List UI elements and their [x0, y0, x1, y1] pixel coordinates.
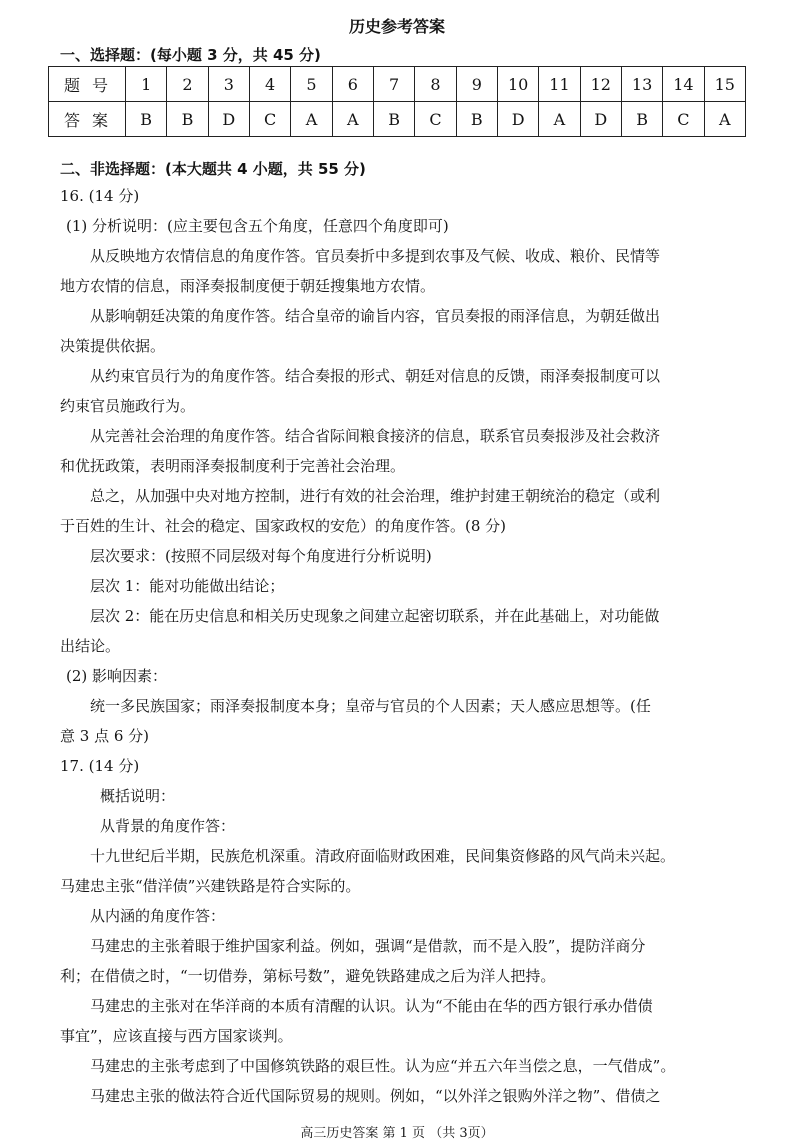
table-cell: 6 — [332, 67, 373, 102]
table-cell: C — [663, 102, 704, 137]
text-line: 约束官员施政行为。 — [60, 397, 196, 415]
text-line: 层次要求：(按照不同层级对每个角度进行分析说明) — [90, 547, 432, 565]
table-cell: B — [456, 102, 497, 137]
page-footer: 高三历史答案 第 1 页 （共 3页） — [300, 1126, 494, 1141]
text-line: 出结论。 — [60, 637, 121, 655]
table-cell: B — [621, 102, 662, 137]
table-cell: 1 — [126, 67, 167, 102]
table-cell: C — [249, 102, 290, 137]
text-line: 从反映地方农情信息的角度作答。官员奏折中多提到农事及气候、收成、粮价、民情等 — [90, 247, 661, 265]
table-cell: A — [332, 102, 373, 137]
table-cell: 10 — [497, 67, 538, 102]
table-cell: B — [167, 102, 208, 137]
table-cell: 7 — [373, 67, 414, 102]
table-cell: 2 — [167, 67, 208, 102]
table-cell: D — [497, 102, 538, 137]
subquestion-heading: (1) 分析说明：(应主要包含五个角度，任意四个角度即可) — [66, 217, 449, 235]
text-line: 概括说明： — [100, 787, 176, 805]
answer-row — [49, 102, 746, 137]
table-cell: 4 — [249, 67, 290, 102]
question-number-row — [49, 67, 746, 102]
table-cell: 12 — [580, 67, 621, 102]
answer-table — [48, 66, 746, 137]
text-line: 和优抚政策，表明雨泽奏报制度利于完善社会治理。 — [60, 457, 406, 475]
text-line: 马建忠的主张着眼于维护国家利益。例如，强调“是借款，而不是入股”，提防洋商分 — [90, 937, 646, 955]
text-line: 从影响朝廷决策的角度作答。结合皇帝的谕旨内容，官员奏报的雨泽信息，为朝廷做出 — [90, 307, 661, 325]
row-label-answer: 答案 — [49, 102, 126, 137]
row-label-question: 题号 — [49, 67, 126, 102]
text-line: 从完善社会治理的角度作答。结合省际间粮食接济的信息，联系官员奏报涉及社会救济 — [90, 427, 661, 445]
table-cell: 5 — [291, 67, 332, 102]
text-line: 总之，从加强中央对地方控制，进行有效的社会治理，维护封建王朝统治的稳定（或利 — [90, 487, 661, 505]
text-line: 十九世纪后半期，民族危机深重。清政府面临财政困难，民间集资修路的风气尚未兴起。 — [90, 847, 676, 865]
text-line: 马建忠的主张对在华洋商的本质有清醒的认识。认为“不能由在华的西方银行承办借债 — [90, 997, 653, 1015]
table-cell: 13 — [621, 67, 662, 102]
table-cell: B — [126, 102, 167, 137]
table-cell: 14 — [663, 67, 704, 102]
question-17-heading: 17. (14 分) — [60, 757, 140, 775]
table-cell: 3 — [208, 67, 249, 102]
table-cell: 8 — [415, 67, 456, 102]
table-cell: A — [704, 102, 745, 137]
text-line: 利；在借债之时，“一切借券，第标号数”，避免铁路建成之后为洋人把持。 — [60, 967, 556, 985]
question-16-heading: 16. (14 分) — [60, 187, 140, 205]
text-line: 地方农情的信息，雨泽奏报制度便于朝廷搜集地方农情。 — [60, 277, 436, 295]
table-cell: B — [373, 102, 414, 137]
subquestion-heading: (2) 影响因素： — [66, 667, 168, 685]
table-cell: C — [415, 102, 456, 137]
text-line: 事宜”，应该直接与西方国家谈判。 — [60, 1027, 293, 1045]
text-line: 马建忠的主张考虑到了中国修筑铁路的艰巨性。认为应“并五六年当偿之息，一气借成”。 — [90, 1057, 676, 1075]
text-line: 意 3 点 6 分) — [60, 727, 150, 745]
table-cell: 9 — [456, 67, 497, 102]
section-heading-choice: 一、选择题：(每小题 3 分，共 45 分) — [60, 46, 321, 64]
text-line: 于百姓的生计、社会的稳定、国家政权的安危）的角度作答。(8 分) — [60, 517, 507, 535]
text-line: 马建忠主张的做法符合近代国际贸易的规则。例如，“以外洋之银购外洋之物”、借债之 — [90, 1087, 661, 1105]
table-cell: 15 — [704, 67, 745, 102]
section-heading-nonchoice: 二、非选择题：(本大题共 4 小题，共 55 分) — [60, 160, 366, 178]
text-line: 层次 2：能在历史信息和相关历史现象之间建立起密切联系，并在此基础上，对功能做 — [90, 607, 660, 625]
table-cell: 11 — [539, 67, 580, 102]
text-line: 从约束官员行为的角度作答。结合奏报的形式、朝廷对信息的反馈，雨泽奏报制度可以 — [90, 367, 661, 385]
text-line: 决策提供依据。 — [60, 337, 166, 355]
table-cell: A — [539, 102, 580, 137]
text-line: 从内涵的角度作答： — [90, 907, 226, 925]
text-line: 从背景的角度作答： — [100, 817, 236, 835]
page-title: 历史参考答案 — [348, 17, 445, 36]
table-cell: D — [580, 102, 621, 137]
text-line: 马建忠主张“借洋债”兴建铁路是符合实际的。 — [60, 877, 361, 895]
table-cell: D — [208, 102, 249, 137]
text-line: 层次 1：能对功能做出结论； — [90, 577, 285, 595]
text-line: 统一多民族国家；雨泽奏报制度本身；皇帝与官员的个人因素；天人感应思想等。(任 — [90, 697, 651, 715]
table-cell: A — [291, 102, 332, 137]
